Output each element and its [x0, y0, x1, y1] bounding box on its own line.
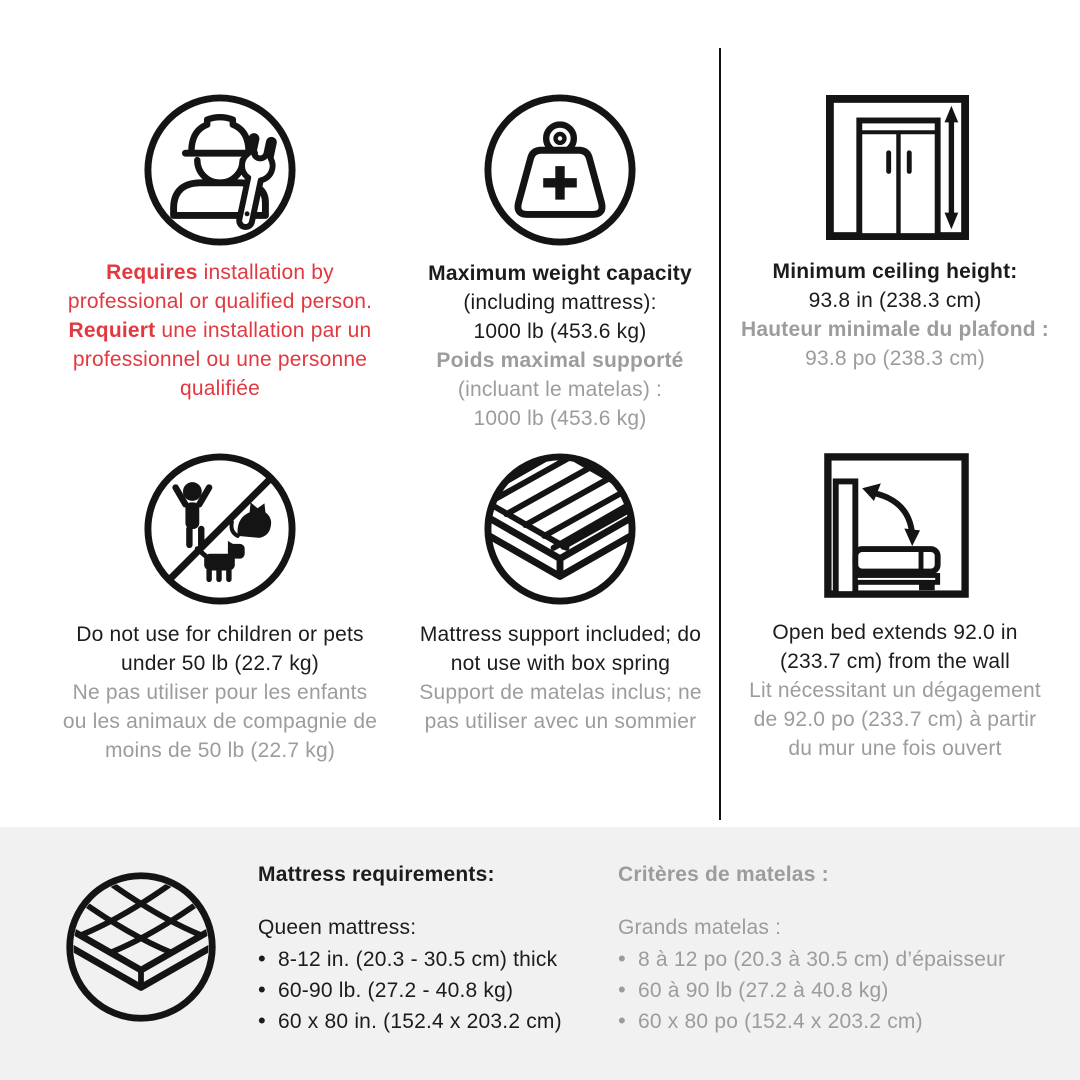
- support-en-line1: Mattress support included; do: [419, 623, 702, 646]
- list-item: [258, 944, 598, 975]
- installation-note-fr-line3: qualifiée: [179, 377, 261, 400]
- weight-en-line3: 1000 lb (453.6 kg): [473, 320, 647, 343]
- list-item-text: 60-90 lb. (27.2 - 40.8 kg): [278, 979, 514, 1002]
- children-fr-line3: moins de 50 lb (22.7 kg): [104, 739, 336, 762]
- children-en-line1: Do not use for children or pets: [76, 623, 364, 646]
- weight-fr-line3: 1000 lb (453.6 kg): [473, 407, 647, 430]
- murphy-bed-open-icon: [823, 452, 970, 599]
- mattress-requirements-band: [0, 827, 1080, 1080]
- ceiling-height-note: [725, 257, 1065, 373]
- installation-note-en: installation by: [197, 261, 334, 284]
- installation-note-fr-bold: Requiert: [68, 319, 156, 342]
- list-item: [618, 1006, 1058, 1037]
- weight-capacity-icon: [479, 92, 641, 250]
- bullet: •: [618, 946, 626, 971]
- open-bed-note: [725, 618, 1065, 763]
- mattress-support-note: [398, 620, 723, 736]
- mattress-requirements-fr: [618, 862, 1058, 1037]
- mattress-requirements-list-en: [258, 944, 598, 1037]
- installation-note-fr: une installation par un: [155, 319, 372, 342]
- bullet: •: [258, 977, 266, 1002]
- support-fr-line1: Support de matelas inclus; ne: [419, 681, 702, 704]
- list-item-text: 60 à 90 lb (27.2 à 40.8 kg): [638, 979, 889, 1002]
- mattress-icon: [62, 868, 220, 1026]
- list-item: [258, 1006, 598, 1037]
- weight-fr-line2: (incluant le matelas) :: [457, 378, 663, 401]
- list-item: [618, 944, 1058, 975]
- openbed-fr-line1: Lit nécessitant un dégagement: [749, 679, 1041, 702]
- bullet: •: [618, 977, 626, 1002]
- openbed-en-line1: Open bed extends 92.0 in: [772, 621, 1018, 644]
- slatted-support-icon: [479, 451, 641, 609]
- children-fr-line2: ou les animaux de compagnie de: [62, 710, 378, 733]
- mattress-requirements-sub-en: Queen mattress:: [258, 916, 417, 939]
- list-item: [258, 975, 598, 1006]
- list-item-text: 8 à 12 po (20.3 à 30.5 cm) d’épaisseur: [638, 948, 1006, 971]
- ceiling-en-line1: Minimum ceiling height:: [772, 260, 1018, 283]
- mattress-requirements-heading-fr: Critères de matelas :: [618, 863, 829, 886]
- no-children-pets-icon: [139, 451, 301, 609]
- bullet: •: [258, 1008, 266, 1033]
- ceiling-fr-line1: Hauteur minimale du plafond :: [741, 318, 1049, 341]
- list-item: [618, 975, 1058, 1006]
- ceiling-fr-line2: 93.8 po (238.3 cm): [805, 347, 985, 370]
- installation-note-en-line2: professional or qualified person.: [67, 290, 373, 313]
- openbed-fr-line2: de 92.0 po (233.7 cm) à partir: [753, 708, 1037, 731]
- bullet: •: [618, 1008, 626, 1033]
- ceiling-height-icon: [825, 94, 970, 241]
- installation-note-fr-line2: professionnel ou une personne: [72, 348, 368, 371]
- weight-fr-line1: Poids maximal supporté: [436, 349, 684, 372]
- mattress-requirements-sub-fr: Grands matelas :: [618, 916, 782, 939]
- support-en-line2: not use with box spring: [450, 652, 671, 675]
- children-fr-line1: Ne pas utiliser pour les enfants: [72, 681, 368, 704]
- installer-worker-icon: [139, 92, 301, 250]
- weight-capacity-note: [400, 259, 720, 433]
- bullet: •: [258, 946, 266, 971]
- mattress-requirements-en: [258, 862, 598, 1037]
- weight-en-line1: Maximum weight capacity: [428, 262, 692, 285]
- mattress-requirements-heading-en: Mattress requirements:: [258, 863, 495, 886]
- list-item-text: 60 x 80 po (152.4 x 203.2 cm): [638, 1010, 923, 1033]
- support-fr-line2: pas utiliser avec un sommier: [424, 710, 697, 733]
- openbed-fr-line3: du mur une fois ouvert: [788, 737, 1002, 760]
- children-pets-note: [45, 620, 395, 765]
- installation-note-en-bold: Requires: [106, 261, 198, 284]
- children-en-line2: under 50 lb (22.7 kg): [121, 652, 319, 675]
- installation-note: [50, 258, 390, 403]
- list-item-text: 8-12 in. (20.3 - 30.5 cm) thick: [278, 948, 558, 971]
- weight-en-line2: (including mattress):: [463, 291, 657, 314]
- mattress-requirements-list-fr: [618, 944, 1058, 1037]
- list-item-text: 60 x 80 in. (152.4 x 203.2 cm): [278, 1010, 562, 1033]
- ceiling-en-line2: 93.8 in (238.3 cm): [808, 289, 982, 312]
- openbed-en-line2: (233.7 cm) from the wall: [779, 650, 1011, 673]
